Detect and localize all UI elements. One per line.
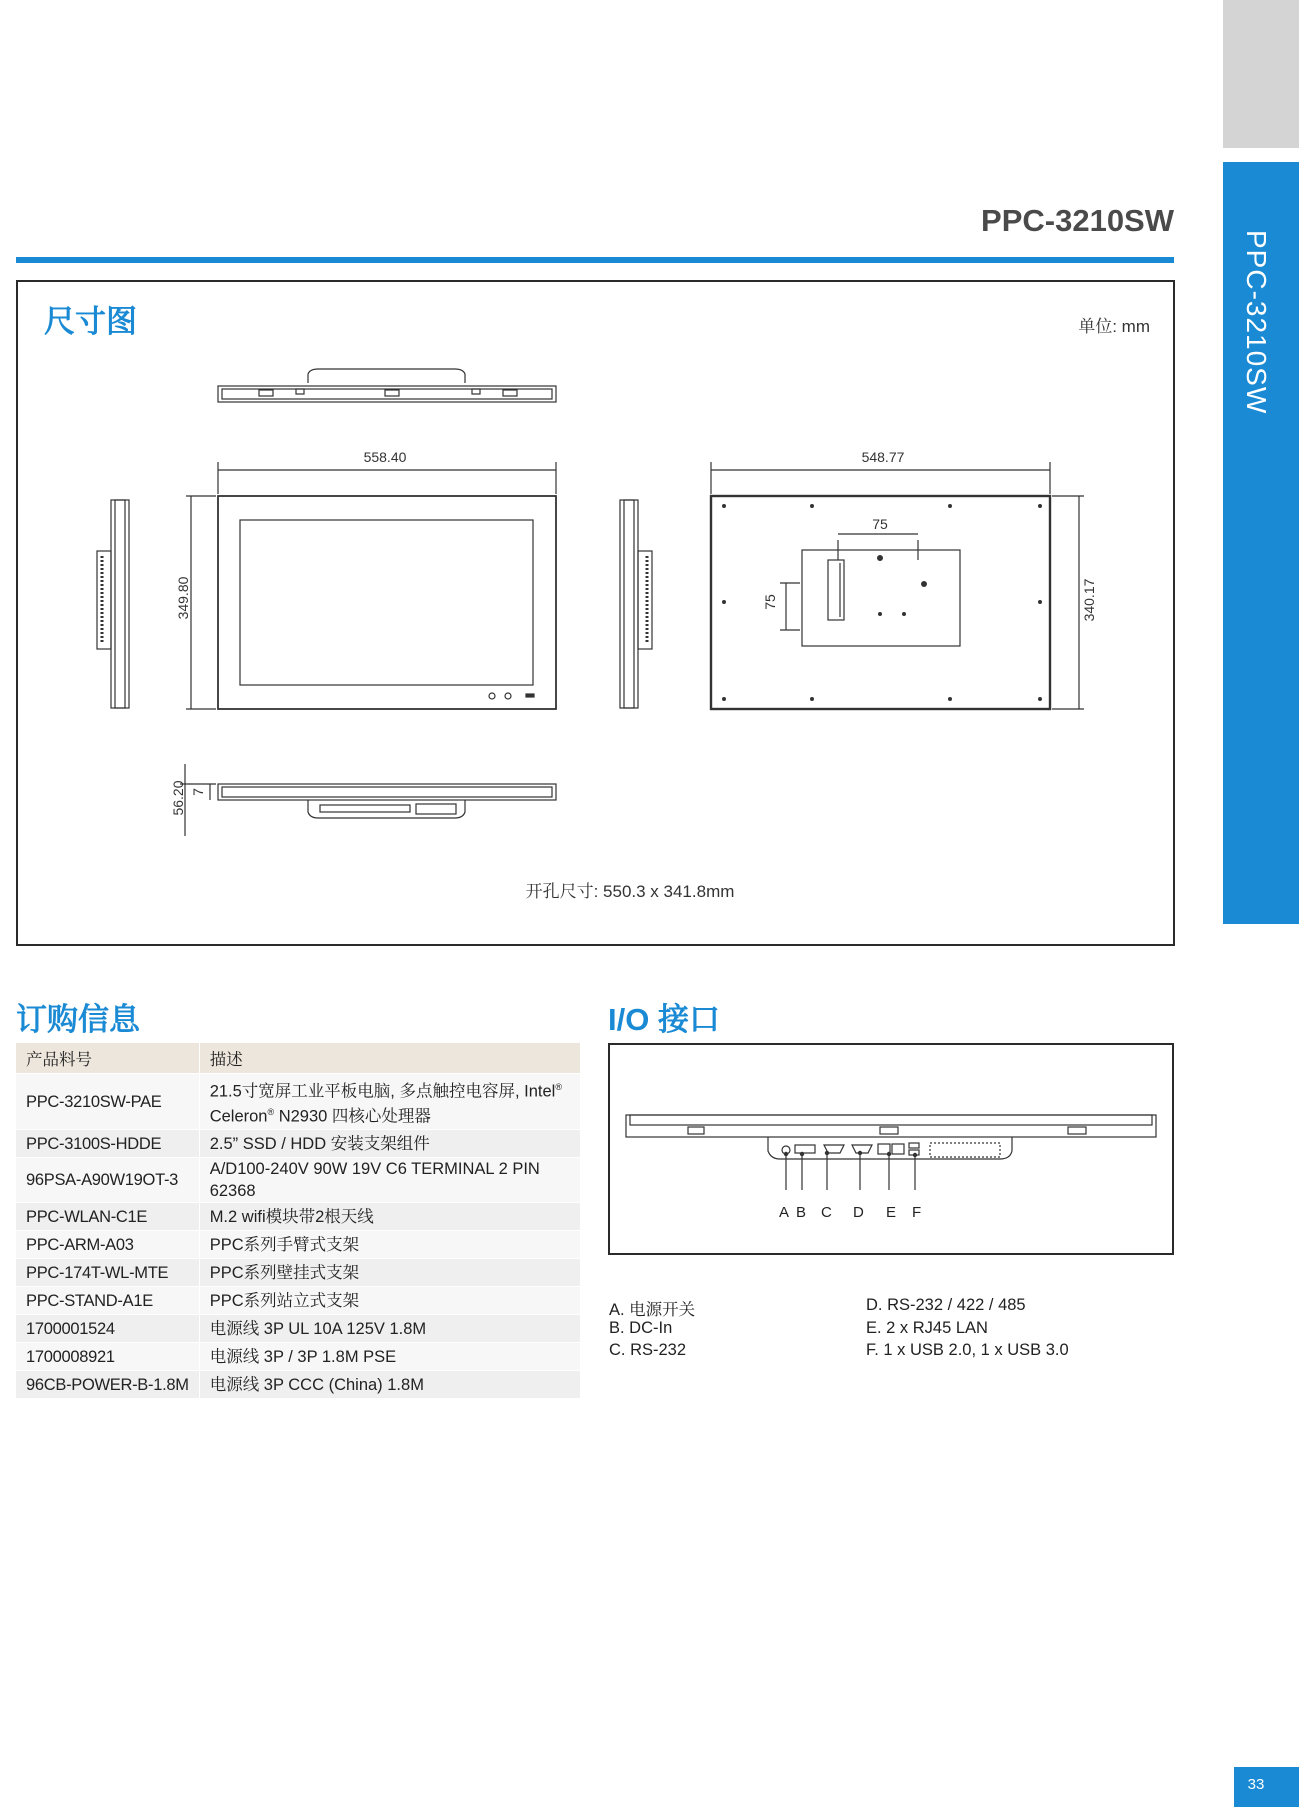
table-row bbox=[16, 1203, 580, 1231]
description-line: Celeron bbox=[209, 1107, 268, 1125]
left-side-view-drawing bbox=[97, 500, 129, 708]
description: PPC系列壁挂式支架 bbox=[199, 1259, 580, 1287]
table-row bbox=[16, 1343, 580, 1371]
description-line: 21.5寸宽屏工业平板电脑, 多点触控电容屏, Intel bbox=[209, 1082, 556, 1101]
io-item-a: A. 电源开关 bbox=[609, 1301, 696, 1319]
unit-label: 单位: mm bbox=[1078, 317, 1150, 336]
io-item-d: D. RS-232 / 422 / 485 bbox=[866, 1296, 1026, 1314]
part-number: PPC-3210SW-PAE bbox=[16, 1074, 199, 1130]
table-row bbox=[16, 1259, 580, 1287]
io-item-b: B. DC-In bbox=[609, 1319, 673, 1337]
side-tab-label: PPC-3210SW bbox=[1241, 230, 1272, 415]
table-row bbox=[16, 1315, 580, 1343]
io-heading: I/O 接口 bbox=[608, 1002, 720, 1037]
part-number: 1700008921 bbox=[16, 1343, 199, 1371]
registered-mark: ® bbox=[555, 1082, 562, 1092]
page-number: 33 bbox=[1247, 1776, 1265, 1793]
dimension-heading: 尺寸图 bbox=[44, 304, 137, 339]
io-letter-b: B bbox=[796, 1204, 807, 1221]
dim-front-height: 349.80 bbox=[175, 576, 191, 620]
ordering-table bbox=[16, 1043, 580, 1399]
part-number: 96PSA-A90W19OT-3 bbox=[16, 1158, 199, 1203]
table-row bbox=[16, 1074, 580, 1130]
dim-back-width: 548.77 bbox=[861, 449, 905, 465]
column-header-part-number: 产品料号 bbox=[16, 1043, 199, 1074]
front-view-drawing bbox=[186, 462, 556, 709]
io-letter-d: D bbox=[853, 1204, 864, 1221]
description-line: N2930 四核心处理器 bbox=[274, 1107, 431, 1125]
table-row bbox=[16, 1371, 580, 1399]
dim-depth-bezel: 7 bbox=[190, 788, 206, 796]
part-number: 1700001524 bbox=[16, 1315, 199, 1343]
io-letter-c: C bbox=[821, 1204, 832, 1221]
top-view-drawing bbox=[218, 369, 556, 402]
io-letter-f: F bbox=[912, 1204, 922, 1221]
part-number: PPC-STAND-A1E bbox=[16, 1287, 199, 1315]
part-number: PPC-3100S-HDDE bbox=[16, 1130, 199, 1158]
io-item-f: F. 1 x USB 2.0, 1 x USB 3.0 bbox=[866, 1341, 1069, 1359]
cutout-size-label: 开孔尺寸: 550.3 x 341.8mm bbox=[525, 882, 735, 901]
dim-vesa-horizontal: 75 bbox=[872, 516, 888, 532]
part-number: 96CB-POWER-B-1.8M bbox=[16, 1371, 199, 1399]
io-port-drawing bbox=[608, 1043, 1174, 1255]
description: 电源线 3P CCC (China) 1.8M bbox=[199, 1371, 580, 1399]
description: 2.5” SSD / HDD 安装支架组件 bbox=[199, 1130, 580, 1158]
column-header-description: 描述 bbox=[199, 1043, 580, 1074]
table-row bbox=[16, 1130, 580, 1158]
dim-depth-total: 56.20 bbox=[170, 780, 186, 816]
description: 电源线 3P / 3P 1.8M PSE bbox=[199, 1343, 580, 1371]
product-title: PPC-3210SW bbox=[981, 203, 1174, 238]
description: PPC系列手臂式支架 bbox=[199, 1231, 580, 1259]
io-item-c: C. RS-232 bbox=[609, 1341, 687, 1359]
description: PPC系列站立式支架 bbox=[199, 1287, 580, 1315]
part-number: PPC-174T-WL-MTE bbox=[16, 1259, 199, 1287]
io-letter-a: A bbox=[779, 1204, 790, 1221]
dim-front-width: 558.40 bbox=[363, 449, 407, 465]
ordering-heading: 订购信息 bbox=[16, 1002, 140, 1037]
description: 电源线 3P UL 10A 125V 1.8M bbox=[199, 1315, 580, 1343]
dim-back-height: 340.17 bbox=[1081, 578, 1097, 622]
table-header-row bbox=[16, 1043, 580, 1074]
bottom-view-drawing bbox=[180, 764, 556, 836]
table-row bbox=[16, 1231, 580, 1259]
right-side-view-drawing bbox=[620, 500, 652, 708]
description bbox=[199, 1074, 580, 1130]
registered-mark: ® bbox=[267, 1106, 275, 1117]
description: A/D100-240V 90W 19V C6 TERMINAL 2 PIN 62368 bbox=[199, 1158, 580, 1203]
io-item-e: E. 2 x RJ45 LAN bbox=[866, 1319, 988, 1337]
table-row bbox=[16, 1287, 580, 1315]
dim-vesa-vertical: 75 bbox=[762, 594, 778, 610]
description: M.2 wifi模块带2根天线 bbox=[199, 1203, 580, 1231]
io-letter-e: E bbox=[886, 1204, 897, 1221]
part-number: PPC-WLAN-C1E bbox=[16, 1203, 199, 1231]
part-number: PPC-ARM-A03 bbox=[16, 1231, 199, 1259]
table-row bbox=[16, 1158, 580, 1203]
